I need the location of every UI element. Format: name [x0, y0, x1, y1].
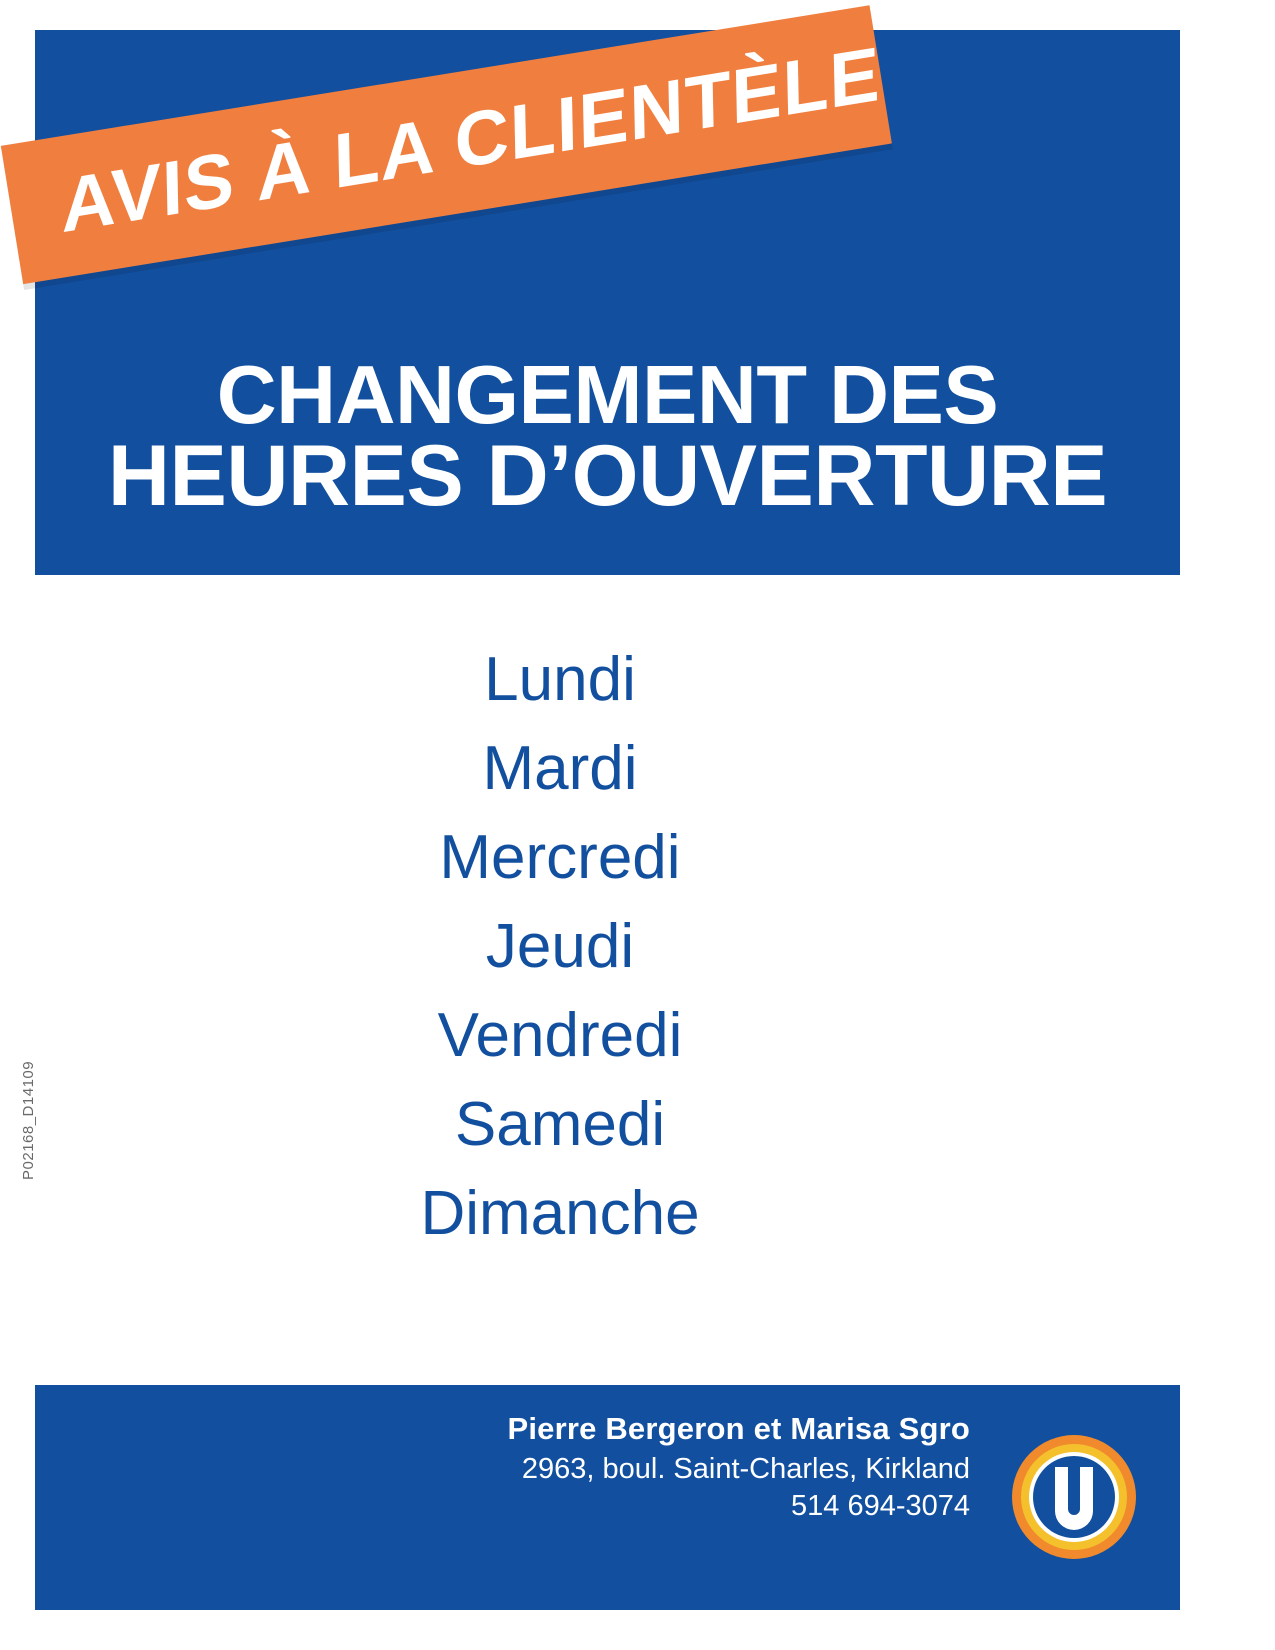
page-title — [60, 348, 1155, 524]
ribbon-label: AVIS À LA CLIENTÈLE — [60, 30, 882, 250]
list-item: Lundi — [484, 645, 636, 714]
footer-block — [35, 1385, 1180, 1610]
list-item: Mercredi — [439, 823, 681, 892]
days-list — [0, 635, 1275, 1258]
list-item: Vendredi — [437, 1001, 683, 1070]
list-item: Dimanche — [420, 1179, 700, 1248]
store-phone: 514 694-3074 — [791, 1490, 970, 1523]
uniprix-logo-icon — [1010, 1433, 1138, 1561]
list-item: Samedi — [454, 1090, 666, 1159]
list-item: Mardi — [482, 734, 638, 803]
footer-contact — [507, 1410, 970, 1526]
store-address: 2963, boul. Saint-Charles, Kirkland — [521, 1452, 970, 1485]
title-line-2: HEURES D’OUVERTURE — [107, 427, 1108, 524]
title-line-1: CHANGEMENT DES — [216, 348, 999, 441]
owner-names: Pierre Bergeron et Marisa Sgro — [507, 1411, 970, 1446]
list-item: Jeudi — [485, 912, 635, 981]
document-code: P02168_D14109 — [20, 1060, 37, 1180]
